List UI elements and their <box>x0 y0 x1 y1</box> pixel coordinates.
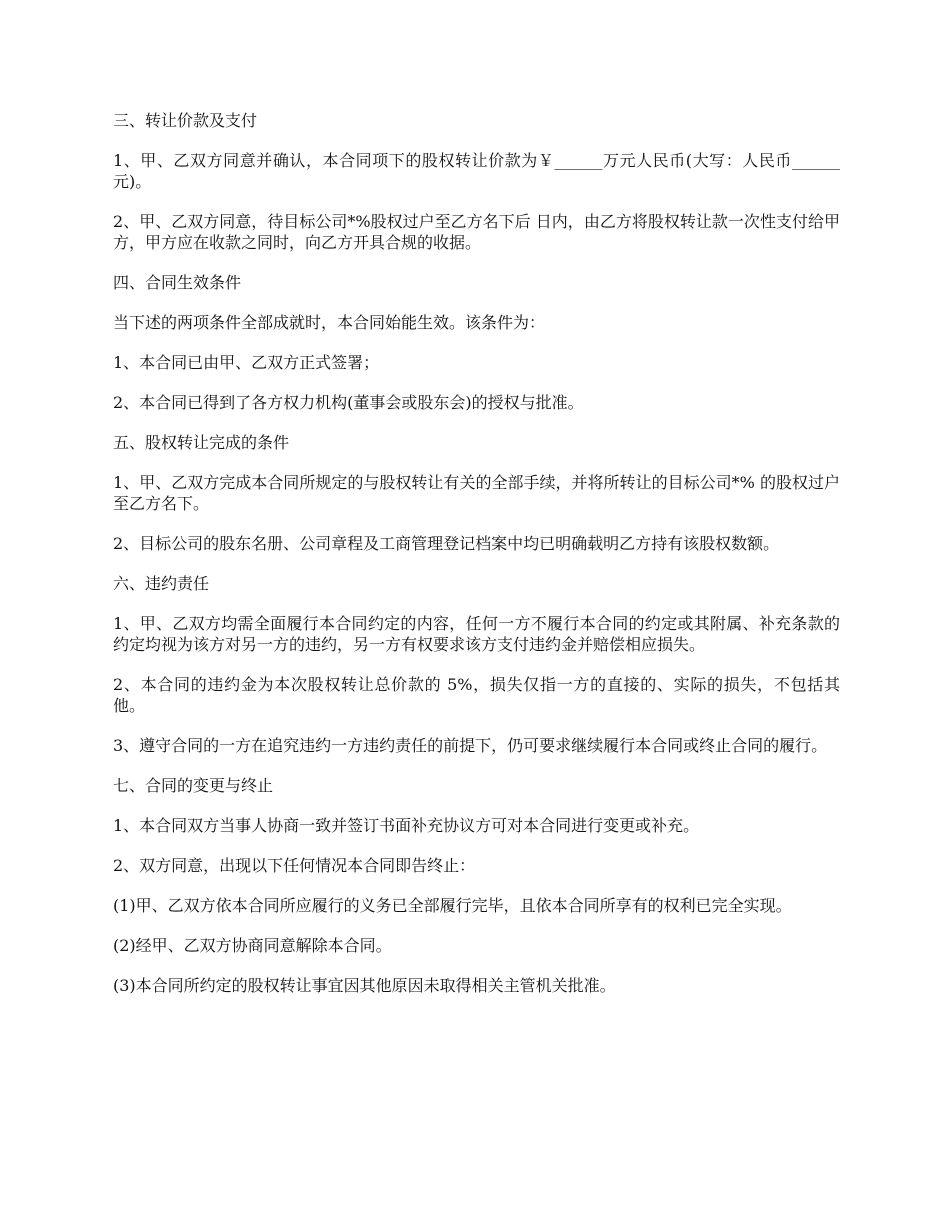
section-heading-completion-conditions: 五、股权转让完成的条件 <box>113 433 290 452</box>
section-heading-price-payment: 三、转让价款及支付 <box>113 111 258 130</box>
clause-authorized: 2、本合同已得到了各方权力机构(董事会或股东会)的授权与批准。 <box>113 393 584 412</box>
clause-termination-item-2: (2)经甲、乙双方协商同意解除本合同。 <box>113 936 392 955</box>
clause-amendment: 1、本合同双方当事人协商一致并签订书面补充协议方可对本合同进行变更或补充。 <box>113 816 700 835</box>
clause-termination-item-1: (1)甲、乙双方依本合同所应履行的义务已全部履行完毕，且依本合同所享有的权利已完全实现。 <box>113 896 792 915</box>
clause-penalty: 2、本合同的违约金为本次股权转让总价款的 5%，损失仅指一方的直接的、实际的损失，不包括其他。 <box>113 675 840 715</box>
clause-termination-item-3: (3)本合同所约定的股权转让事宜因其他原因未取得相关主管机关批准。 <box>113 976 616 995</box>
clause-signed: 1、本合同已由甲、乙双方正式签署； <box>113 353 380 372</box>
clause-effective-intro: 当下述的两项条件全部成就时，本合同始能生效。该条件为： <box>113 313 546 332</box>
clause-continue-performance: 3、遵守合同的一方在追究违约一方违约责任的前提下，仍可要求继续履行本合同或终止合同的履行。 <box>113 736 828 755</box>
clause-breach: 1、甲、乙双方均需全面履行本合同约定的内容，任何一方不履行本合同的约定或其附属、补充条款的约定均视为该方对另一方的违约，另一方有权要求该方支付违约金并赔偿相应损失。 <box>113 614 840 654</box>
clause-payment: 2、甲、乙双方同意，待目标公司*%股权过户至乙方名下后 日内，由乙方将股权转让款一次性支付给甲方，甲方应在收款之同时，向乙方开具合规的收据。 <box>113 212 840 252</box>
clause-termination-intro: 2、双方同意，出现以下任何情况本合同即告终止： <box>113 856 476 875</box>
clause-price: 1、甲、乙双方同意并确认，本合同项下的股权转让价款为￥______万元人民币(大写：人民币______元)。 <box>113 151 840 191</box>
section-heading-change-termination: 七、合同的变更与终止 <box>113 776 274 795</box>
clause-procedures: 1、甲、乙双方完成本合同所规定的与股权转让有关的全部手续，并将所转让的目标公司*% 的股权过户至乙方名下。 <box>113 473 840 513</box>
clause-registration: 2、目标公司的股东名册、公司章程及工商管理登记档案中均已明确载明乙方持有该股权数额。 <box>113 534 780 553</box>
section-heading-effective-conditions: 四、合同生效条件 <box>113 273 242 292</box>
section-heading-liability: 六、违约责任 <box>113 574 210 593</box>
